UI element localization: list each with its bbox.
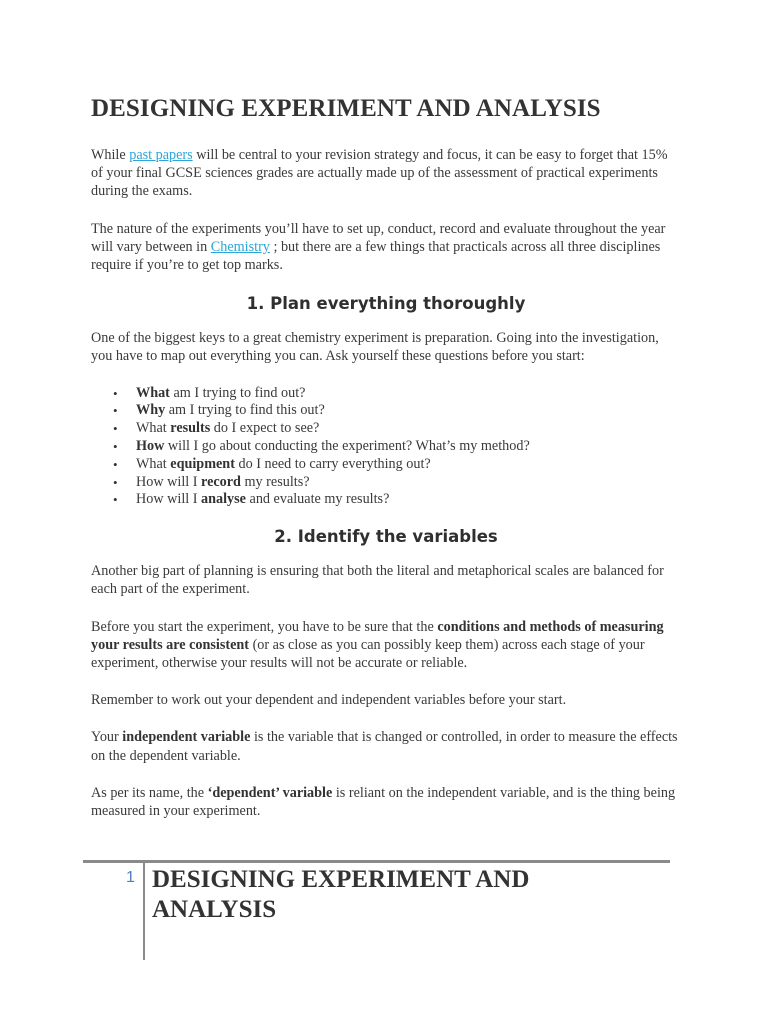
list-bold: record bbox=[201, 473, 241, 490]
list-text: am I trying to find out? bbox=[169, 384, 306, 401]
intro-text: While bbox=[91, 147, 130, 163]
list-text: do I need to carry everything out? bbox=[234, 455, 431, 472]
variables-paragraph-4 bbox=[91, 728, 681, 764]
para-text: Before you start the experiment, you have to be sure that the bbox=[91, 618, 438, 635]
list-item bbox=[136, 420, 681, 438]
list-item bbox=[136, 491, 681, 509]
section-heading-plan: 1. Plan everything thoroughly bbox=[246, 294, 526, 314]
document-body bbox=[91, 93, 681, 839]
list-bold: equipment bbox=[170, 455, 235, 472]
para-text: is the variable that is changed or controlled, in order to measure the effects on the dependent variable. bbox=[91, 729, 678, 764]
variables-paragraph-3: Remember to work out your dependent and independent variables before your start. bbox=[91, 692, 567, 709]
para-text: Your bbox=[91, 729, 123, 746]
list-text: do I expect to see? bbox=[210, 420, 320, 437]
list-text: am I trying to find this out? bbox=[165, 402, 325, 419]
intro-text: ; but there are a few things that practicals across all three disciplines require if you’re to get top marks. bbox=[91, 238, 661, 274]
footer-vertical-rule bbox=[143, 863, 145, 960]
para-text: (or as close as you can possibly keep them) across each stage of your experiment, otherwise your results will not be accurate or reliable. bbox=[91, 636, 645, 672]
list-bold: Why bbox=[136, 402, 166, 419]
list-item bbox=[136, 385, 681, 403]
list-text: What bbox=[136, 455, 171, 472]
list-bold: analyse bbox=[201, 491, 246, 508]
footer-divider bbox=[83, 860, 670, 863]
para-text: is reliant on the independent variable, and is the thing being measured in your experiment. bbox=[91, 784, 676, 820]
list-text: What bbox=[136, 420, 171, 437]
intro-text: The nature of the experiments you’ll have to set up, conduct, record and evaluate throughout the year will vary between in bbox=[91, 220, 666, 255]
para-bold: ‘dependent’ variable bbox=[207, 784, 333, 801]
list-item bbox=[136, 456, 681, 474]
list-text: will I go about conducting the experiment? What’s my method? bbox=[164, 438, 530, 455]
list-text: my results? bbox=[240, 473, 310, 490]
para-text: As per its name, the bbox=[91, 784, 208, 801]
list-bold: results bbox=[170, 420, 211, 437]
list-item bbox=[136, 402, 681, 420]
intro-text: will be central to your revision strategy and focus, it can be easy to forget that 15% of your final GCSE sciences grades are actually made up of the assessment of practical experiments during the exams. bbox=[91, 147, 668, 200]
variables-paragraph-5 bbox=[91, 784, 681, 820]
page-title: DESIGNING EXPERIMENT AND ANALYSIS bbox=[91, 95, 601, 122]
variables-paragraph-2 bbox=[91, 618, 681, 673]
section-heading-variables: 2. Identify the variables bbox=[274, 527, 498, 547]
list-text: How will I bbox=[136, 491, 202, 508]
variables-paragraph-1: Another big part of planning is ensuring that both the literal and metaphorical scales are balanced for each part of the experiment. bbox=[91, 563, 664, 598]
past-papers-link[interactable]: past papers bbox=[129, 147, 193, 163]
chemistry-link[interactable]: Chemistry bbox=[210, 238, 270, 255]
list-bold: What bbox=[136, 384, 170, 401]
para-bold: conditions and methods of measuring your results are consistent bbox=[91, 618, 664, 653]
footer-page-number: 1 bbox=[126, 869, 135, 886]
list-text: and evaluate my results? bbox=[245, 491, 390, 508]
list-item bbox=[136, 438, 681, 456]
plan-paragraph: One of the biggest keys to a great chemistry experiment is preparation. Going into the investigation, you have to map out everything you can. Ask yourself these questions before you start: bbox=[91, 330, 659, 365]
question-list bbox=[91, 385, 681, 510]
intro-paragraph-1 bbox=[91, 146, 681, 201]
list-bold: How bbox=[136, 438, 165, 455]
list-item bbox=[136, 474, 681, 492]
footer-title: DESIGNING EXPERIMENT AND ANALYSIS bbox=[152, 866, 530, 923]
para-bold: independent variable bbox=[122, 729, 251, 746]
list-text: How will I bbox=[136, 473, 202, 490]
intro-paragraph-2 bbox=[91, 220, 681, 275]
